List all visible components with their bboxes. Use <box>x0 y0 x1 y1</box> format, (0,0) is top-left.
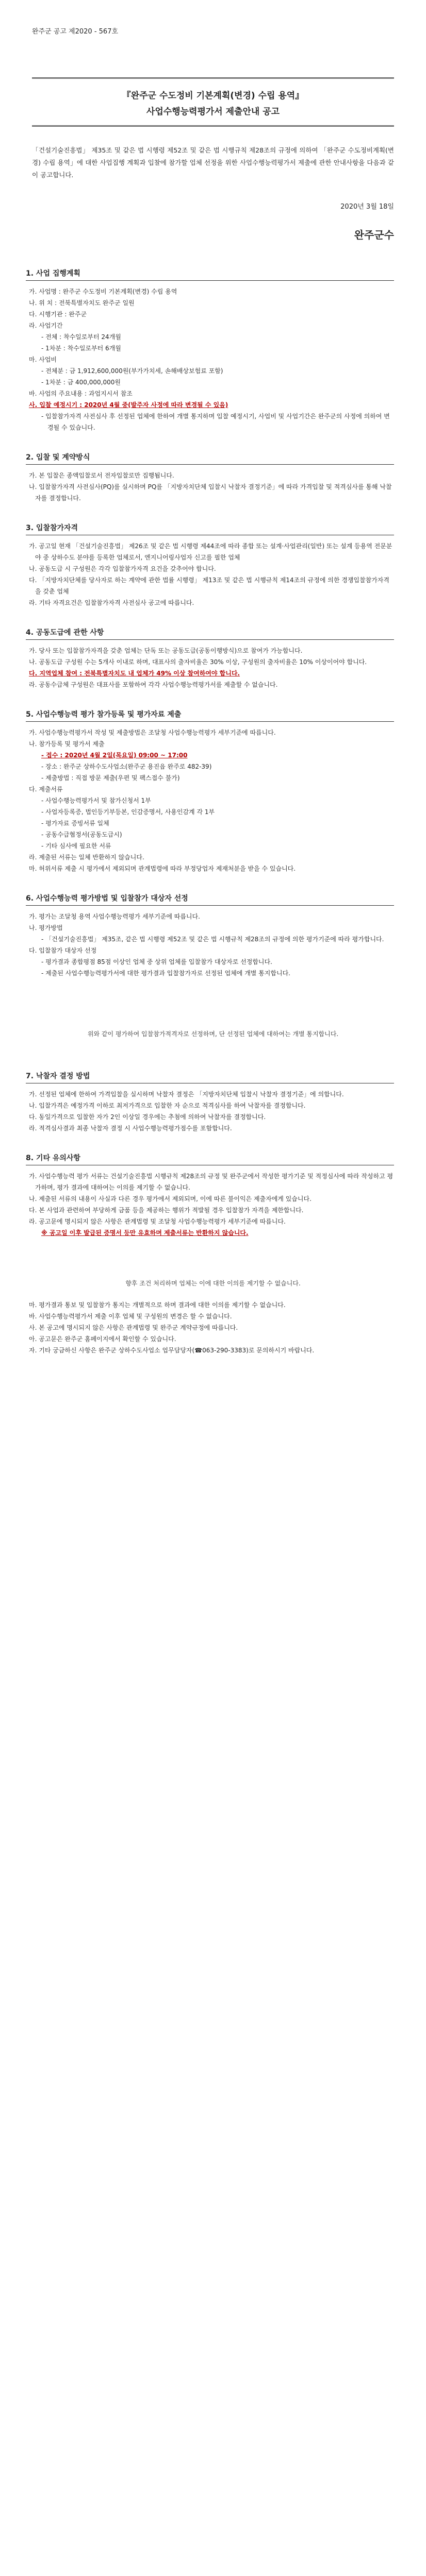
section-line: 나. 참가등록 및 평가서 제출 <box>29 740 105 748</box>
section-sections2-1 <box>26 1153 394 1239</box>
section-title: 6. 사업수행능력 평가방법 및 입찰참가 대상자 선정 <box>26 893 394 906</box>
notice-date: 2020년 3월 18일 <box>340 203 394 211</box>
section-line: 마. 허위서류 제출 시 평가에서 제외되며 관계법령에 따라 부정당업자 제재처분을 받을 수 있습니다. <box>29 865 296 872</box>
section-line: - 사업자등록증, 법인등기부등본, 인감증명서, 사용인감계 각 1부 <box>41 808 215 816</box>
section-line: 나. 제출된 서류의 내용이 사실과 다른 경우 평가에서 제외되며, 이에 따른 불이익은 제출자에게 있습니다. <box>29 1195 312 1202</box>
section-line: - 접수 : 2020년 4월 2일(목요일) 09:00 ~ 17:00 <box>41 752 188 759</box>
issuing-org: 완주군수 <box>354 229 394 241</box>
section-line: 라. 공고문에 명시되지 않은 사항은 관계법령 및 조달청 사업수행능력평가 세부기준에 따릅니다. <box>29 1218 286 1225</box>
section-sections-5 <box>26 893 394 979</box>
section-line: 자. 기타 궁금하신 사항은 완주군 상하수도사업소 업무담당자(☎063-290-3383)로 문의하시기 바랍니다. <box>29 1347 315 1354</box>
section-line: 다. 시행기관 : 완주군 <box>29 311 87 318</box>
section-sections-0 <box>26 268 394 433</box>
section-line: 마. 평가결과 통보 및 입찰참가 통지는 개별적으로 하며 결과에 대한 이의를 제기할 수 없습니다. <box>29 1301 286 1309</box>
section-sections3-0 <box>26 1299 394 1356</box>
section-title: 3. 입찰참가자격 <box>26 522 394 535</box>
section-line: 사. 입찰 예정시기 : 2020년 4월 중(발주자 사정에 따라 변경될 수 있음) <box>29 401 228 409</box>
section-line: 라. 적격심사결과 최종 낙찰자 결정 시 사업수행능력평가점수를 포함합니다. <box>29 1125 232 1132</box>
section-line: 가. 사업수행능력 평가 서류는 건설기술진흥법 시행규칙 제28조의 규정 및 완주군에서 작성한 평가기준 및 적정심사에 따라 작성하고 평가하며, 평가 결과에 대하여는 이의를 제기할 수 없습니다. <box>29 1173 394 1191</box>
section-line: 가. 선정된 업체에 한하여 가격입찰을 실시하며 낙찰자 결정은 「지방자치단체 입찰시 낙찰자 결정기준」에 의합니다. <box>29 1091 344 1098</box>
section-title: 4. 공동도급에 관한 사항 <box>26 627 394 640</box>
section-sections2-0 <box>26 1071 394 1134</box>
section-line: 나. 입찰참가자격 사전심사(PQ)를 실시하며 PQ를 「지방자치단체 입찰시 낙찰자 결정기준」에 따라 가격입찰 및 적격심사를 통해 낙찰자를 결정합니다. <box>29 483 392 502</box>
section-sections-3 <box>26 627 394 690</box>
section-sections-2 <box>26 522 394 608</box>
section-line: 아. 공고문은 완주군 홈페이지에서 확인할 수 있습니다. <box>29 1335 176 1343</box>
section-sections-1 <box>26 452 394 504</box>
section-line: 사. 본 공고에 명시되지 않은 사항은 관계법령 및 완주군 계약규정에 따릅니다. <box>29 1324 238 1331</box>
section-line: 다. 「지방자치단체를 당사자로 하는 계약에 관한 법률 시행령」 제13조 및 같은 법 시행규칙 제14조의 규정에 의한 경쟁입찰참가자격을 갖춘 업체 <box>29 577 389 595</box>
section-title: 2. 입찰 및 계약방식 <box>26 452 394 465</box>
section-title: 5. 사업수행능력 평가 참가등록 및 평가자료 제출 <box>26 709 394 722</box>
section-line: 가. 당사 또는 입찰참가자격을 갖춘 업체는 단독 또는 공동도급(공동이행방식)으로 참여가 가능합니다. <box>29 647 303 654</box>
section-line: - 기타 심사에 필요한 서류 <box>41 842 111 850</box>
section-title: 8. 기타 유의사항 <box>26 1153 394 1165</box>
section-line: 라. 공동수급체 구성원은 대표사를 포함하여 각각 사업수행능력평가서를 제출할 수 없습니다. <box>29 681 278 688</box>
section-line: - 제출방법 : 직접 방문 제출(우편 및 팩스접수 불가) <box>41 774 180 782</box>
section-line: 다. 동일가격으로 입찰한 자가 2인 이상일 경우에는 추첨에 의하여 낙찰자를 결정합니다. <box>29 1113 266 1121</box>
section-line: 가. 사업수행능력평가서 작성 및 제출방법은 조달청 사업수행능력평가 세부기준에 따릅니다. <box>29 729 276 736</box>
section-line: 라. 사업기간 <box>29 322 63 329</box>
section-line: ※ 공고일 이후 발급된 증명서 등만 유효하며 제출서류는 반환하지 않습니다. <box>41 1229 249 1236</box>
section-line: - 입찰참가자격 사전심사 후 선정된 업체에 한하여 개별 통지하며 입찰 예정시기, 사업비 및 사업기간은 완주군의 사정에 의하여 변경될 수 있습니다. <box>41 413 390 431</box>
section-line: 라. 기타 자격요건은 입찰참가자격 사전심사 공고에 따릅니다. <box>29 599 194 606</box>
section-title: 7. 낙찰자 결정 방법 <box>26 1071 394 1083</box>
section-line: - 전체 : 착수일로부터 24개월 <box>41 333 121 341</box>
section-line: 가. 사업명 : 완주군 수도정비 기본계획(변경) 수립 용역 <box>29 288 177 295</box>
section-line: 나. 위 치 : 전북특별자치도 완주군 일원 <box>29 299 135 307</box>
section-title: 1. 사업 집행계획 <box>26 268 394 281</box>
section-line: - 평가결과 종합평점 85점 이상인 업체 중 상위 업체를 입찰참가 대상자로 선정합니다. <box>41 958 272 965</box>
section-sections-4 <box>26 709 394 874</box>
section-line: - 전체분 : 금 1,912,600,000원(부가가치세, 손해배상보험료 포함) <box>41 367 223 375</box>
section-line: 가. 공고일 현재 「건설기술진흥법」 제26조 및 같은 법 시행령 제44조에 따라 종합 또는 설계·사업관리(일반) 또는 설계 등용역 전문분야 중 상하수도 분야를 등록한 업체로서, 엔지니어링사업자 신고를 필한 업체 <box>29 543 392 561</box>
section-line: - 평가자료 증빙서류 일체 <box>41 820 109 827</box>
section-line: 나. 입찰가격은 예정가격 이하로 최저가격으로 입찰한 자 순으로 적격심사를 하여 낙찰자를 결정합니다. <box>29 1102 306 1109</box>
section-line: 나. 평가방법 <box>29 924 63 931</box>
section-line: 다. 입찰참가 대상자 선정 <box>29 947 97 954</box>
section-line: - 1차분 : 금 400,000,000원 <box>41 379 121 386</box>
end-note: 향후 조건 처리하며 업체는 이에 대한 이의를 제기할 수 없습니다. <box>125 1280 301 1287</box>
section-line: 바. 사업의 주요내용 : 과업지시서 참조 <box>29 390 133 397</box>
section-line: 바. 사업수행능력평가서 제출 이후 업체 및 구성원의 변경은 할 수 없습니다. <box>29 1313 232 1320</box>
title-box <box>32 77 394 127</box>
section-line: 다. 본 사업과 관련하여 부당하게 금품 등을 제공하는 행위가 적발될 경우 입찰참가 자격을 제한합니다. <box>29 1207 304 1214</box>
section-line: - 장소 : 완주군 상하수도사업소(완주군 용진읍 완주로 482-39) <box>41 763 212 770</box>
section-line: - 사업수행능력평가서 및 참가신청서 1부 <box>41 797 151 804</box>
section-line: 나. 공동도급 구성원 수는 5개사 이내로 하며, 대표사의 출자비율은 30% 이상, 구성원의 출자비율은 10% 이상이어야 합니다. <box>29 658 367 666</box>
section-line: - 1차분 : 착수일로부터 6개월 <box>41 345 121 352</box>
section-line: - 제출된 사업수행능력평가서에 대한 평가결과 입찰참가자로 선정된 업체에 개별 통지합니다. <box>41 970 290 977</box>
intro-paragraph: 「건설기술진흥법」 제35조 및 같은 법 시행령 제52조 및 같은 법 시행규칙 제28조의 규정에 의하여 「완주군 수도정비계획(변경) 수립 용역」에 대한 사업집행 계획과 입찰에 참가할 업체 선정을 위한 사업수행능력평가서 제출에 관한 안내사항을 다음과 같이 공고합니다. <box>32 146 394 179</box>
title-line2: 사업수행능력평가서 제출안내 공고 <box>146 107 280 117</box>
section-line: 라. 제출된 서류는 일체 반환하지 않습니다. <box>29 854 144 861</box>
section-line: 마. 사업비 <box>29 356 57 363</box>
notice-number: 완주군 공고 제2020 - 567호 <box>32 28 119 36</box>
section-line: 다. 제출서류 <box>29 786 63 793</box>
title-line1: 『완주군 수도정비 기본계획(변경) 수립 용역』 <box>122 91 304 101</box>
section-line: 가. 평가는 조달청 용역 사업수행능력평가 세부기준에 따릅니다. <box>29 913 200 920</box>
section-line: 가. 본 입찰은 종액입찰로서 전자입찰로만 집행됩니다. <box>29 472 174 479</box>
section-line: 나. 공동도급 시 구성원은 각각 입찰참가자격 요건을 갖추어야 합니다. <box>29 565 216 572</box>
section-line: 다. 지역업체 참여 : 전북특별자치도 내 업체가 49% 이상 참여하여야 합니다. <box>29 670 240 677</box>
mid-note: 위와 같이 평가하여 입찰참가적격자로 선정하며, 단 선정된 업체에 대하여는 개별 통지합니다. <box>87 1030 339 1038</box>
section-line: - 「건설기술진흥법」 제35조, 같은 법 시행령 제52조 및 같은 법 시행규칙 제28조의 규정에 의한 평가기준에 따라 평가합니다. <box>41 936 384 943</box>
section-line: - 공동수급협정서(공동도급시) <box>41 831 122 838</box>
